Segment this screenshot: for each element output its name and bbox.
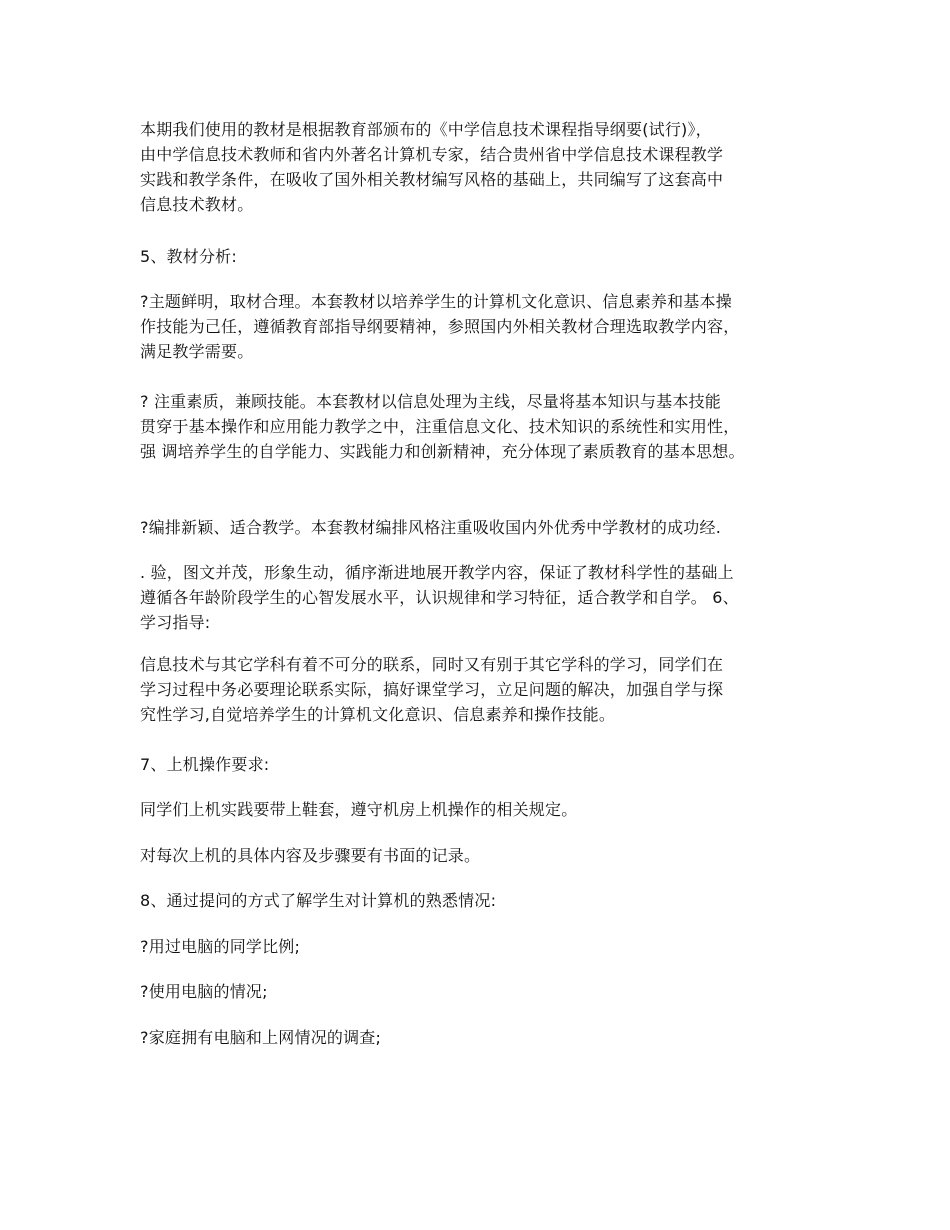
section-heading-8 [140, 888, 820, 913]
text-line: 5、教材分析: [140, 247, 237, 266]
text-line: ?用过电脑的同学比例; [140, 937, 301, 956]
text-line: 本期我们使用的教材是根据教育部颁布的《中学信息技术课程指导纲要(试行)》， [140, 120, 712, 139]
text-line: 信息技术教材。 [140, 195, 254, 214]
paragraph-rule-record [140, 843, 820, 868]
text-line: 究性学习,自觉培养学生的计算机文化意识、信息素养和操作技能。 [140, 705, 616, 724]
text-line: 由中学信息技术教师和省内外著名计算机专家，结合贵州省中学信息技术课程教学 [140, 145, 724, 164]
section-heading-5 [140, 244, 820, 269]
text-line: 学习指导: [140, 613, 211, 632]
paragraph-intro [140, 117, 820, 217]
text-line: 8、通过提问的方式了解学生对计算机的熟悉情况: [140, 891, 497, 910]
text-line: 作技能为己任，遵循教育部指导纲要精神，参照国内外相关教材合理选取教学内容， [140, 317, 740, 336]
paragraph-point-layout [140, 515, 820, 540]
text-line: 7、上机操作要求: [140, 755, 270, 774]
text-line: ?编排新颖、适合教学。本套教材编排风格注重吸收国内外优秀中学教材的成功经. [140, 518, 721, 537]
text-line: 强 调培养学生的自学能力、实践能力和创新精神，充分体现了素质教育的基本思想。 [140, 442, 745, 461]
section-heading-7 [140, 752, 820, 777]
text-line: ?主题鲜明，取材合理。本套教材以培养学生的计算机文化意识、信息素养和基本操 [140, 292, 732, 311]
text-line: . 验，图文并茂，形象生动，循序渐进地展开教学内容，保证了教材科学性的基础上 [140, 563, 734, 582]
paragraph-rule-shoes [140, 797, 820, 822]
text-line: 对每次上机的具体内容及步骤要有书面的记录。 [140, 846, 481, 865]
list-item-usage [140, 979, 820, 1004]
text-line: ?使用电脑的情况; [140, 982, 268, 1001]
text-line: ?家庭拥有电脑和上网情况的调查; [140, 1028, 382, 1047]
text-line: 同学们上机实践要带上鞋套，遵守机房上机操作的相关规定。 [140, 800, 578, 819]
text-line: 学习过程中务必要理论联系实际，搞好课堂学习，立足问题的解决，加强自学与探 [140, 680, 724, 699]
text-line: 信息技术与其它学科有着不可分的联系，同时又有别于其它学科的学习，同学们在 [140, 655, 724, 674]
text-line: 满足教学需要。 [140, 342, 254, 361]
list-item-ratio [140, 934, 820, 959]
paragraph-point-quality [140, 389, 820, 464]
list-item-home [140, 1025, 820, 1050]
text-line: 贯穿于基本操作和应用能力教学之中，注重信息文化、技术知识的系统性和实用性， [140, 417, 740, 436]
paragraph-point-layout-cont [140, 560, 820, 635]
text-line: 遵循各年龄阶段学生的心智发展水平，认识规律和学习特征，适合教学和自学。 6、 [140, 588, 739, 607]
paragraph-guidance [140, 652, 820, 727]
text-line: 实践和教学条件，在吸收了国外相关教材编写风格的基础上，共同编写了这套高中 [140, 170, 724, 189]
paragraph-point-theme [140, 289, 820, 364]
text-line: ? 注重素质，兼顾技能。本套教材以信息处理为主线，尽量将基本知识与基本技能 [140, 392, 721, 411]
